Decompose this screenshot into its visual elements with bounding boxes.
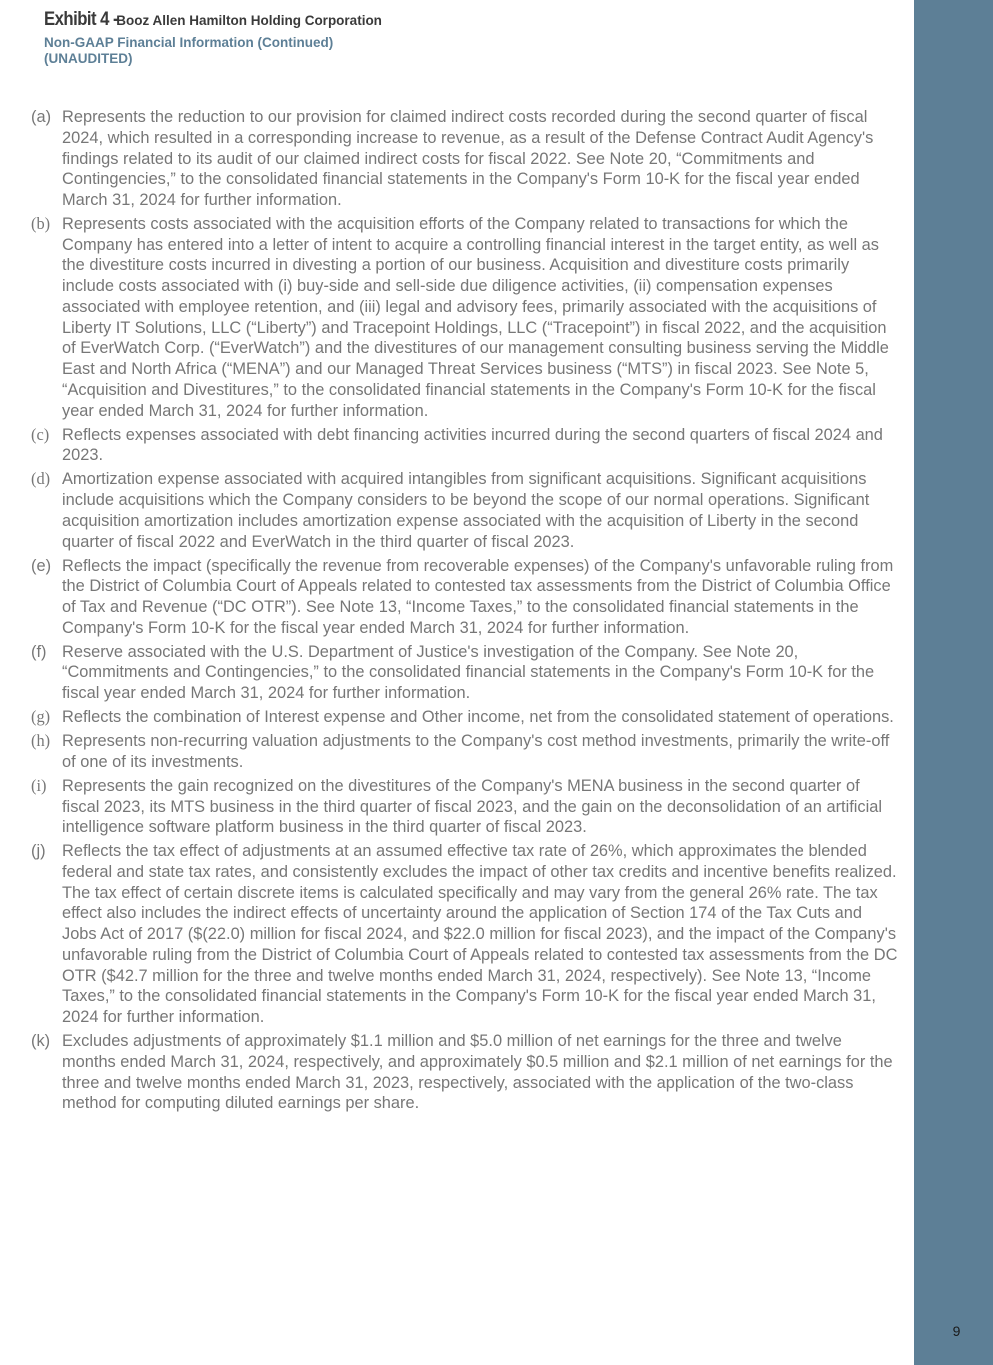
footnote-text: Reflects the tax effect of adjustments at an assumed effective tax rate of 26%, which approximates the blended federal and state tax rates, and consistently excludes the impact of other tax credits and incentive benefits realized. The tax effect of certain discrete items is calculated specifically and may vary from the general 26% rate. The tax effect also includes the indirect effects of uncertainty around the application of Section 174 of the Tax Cuts and Jobs Act of 2017 ($(22.0) million for fiscal 2024, and $22.0 million for fiscal 2023), and the impact of the Company's unfavorable ruling from the District of Columbia Court of Appeals related to contested tax assessments from the DC OTR ($42.7 million for the three and twelve months ended March 31, 2024, respectively). See Note 13, “Income Taxes,” to the consolidated financial statements in the Company's Form 10-K for the fiscal year ended March 31, 2024 for further information. <box>62 842 898 1027</box>
footnote-b <box>31 214 899 422</box>
footnote-marker: (b) <box>31 213 51 233</box>
footnote-c <box>31 425 899 467</box>
footnote-marker: (e) <box>31 556 52 575</box>
page-number: 9 <box>952 1323 961 1339</box>
footnote-text: Represents the reduction to our provision for claimed indirect costs recorded during the second quarter of fiscal 2024, which resulted in a corresponding increase to revenue, as a result of the Defense Contract Audit Agency's findings related to its audit of our claimed indirect costs for fiscal 2022. See Note 20, “Commitments and Contingencies,” to the consolidated financial statements in the Company's Form 10-K for the fiscal year ended March 31, 2024 for further information. <box>62 108 874 209</box>
footnote-marker: (f) <box>31 642 47 661</box>
page-header <box>44 6 904 67</box>
footnote-marker: (c) <box>31 424 50 444</box>
footnote-marker: (g) <box>31 707 51 727</box>
footnote-marker: (a) <box>31 108 52 126</box>
header-title-line <box>44 6 904 35</box>
footnote-marker: (d) <box>31 469 51 489</box>
footnote-a <box>31 107 899 211</box>
footnote-j <box>31 841 899 1028</box>
footnote-h <box>31 731 899 773</box>
footnote-text: Reflects the combination of Interest expense and Other income, net from the consolidated statement of operations. <box>62 708 894 727</box>
footnote-f <box>31 642 899 704</box>
footnote-g <box>31 707 899 728</box>
footnote-marker: (k) <box>31 1032 51 1051</box>
footnote-k <box>31 1031 899 1114</box>
footnote-text: Amortization expense associated with acquired intangibles from significant acquisitions. Significant acquisitions include acquisitions which the Company considers to be beyond the scope of our normal operations. Significant acquisition amortization includes amortization expense associated with the acquisition of Liberty in the second quarter of fiscal 2022 and EverWatch in the third quarter of fiscal 2023. <box>62 470 870 551</box>
footnote-text: Excludes adjustments of approximately $1.1 million and $5.0 million of net earnings for the three and twelve months ended March 31, 2024, respectively, and approximately $0.5 million and $2.1 million of net earnings for the three and twelve months ended March 31, 2023, respectively, associated with the application of the two-class method for computing diluted earnings per share. <box>62 1032 893 1113</box>
footnote-marker: (h) <box>31 731 51 751</box>
exhibit-label: Exhibit 4 - <box>44 9 119 30</box>
footnote-d <box>31 469 899 552</box>
footnote-text: Reserve associated with the U.S. Department of Justice's investigation of the Company. See Note 20, “Commitments and Contingencies,” to the consolidated financial statements in the Company's Form 10-K for the fiscal year ended March 31, 2024 for further information. <box>62 642 875 703</box>
footnote-marker: (j) <box>31 842 46 861</box>
audit-status: (UNAUDITED) <box>44 51 133 66</box>
decorative-sidebar <box>914 0 993 1365</box>
footnote-text: Represents costs associated with the acquisition efforts of the Company related to transactions for which the Company has entered into a letter of intent to acquire a controlling financial interest in the target entity, as well as the divestiture costs incurred in divesting a portion of our business. Acquisition and divestiture costs primarily include costs associated with (i) buy-side and sell-side due diligence activities, (ii) compensation expenses associated with employee retention, and (iii) legal and advisory fees, primarily associated with the acquisitions of Liberty IT Solutions, LLC (“Liberty”) and Tracepoint Holdings, LLC (“Tracepoint”) in fiscal 2022, and the acquisition of EverWatch Corp. (“EverWatch”) and the divestitures of our management consulting business serving the Middle East and North Africa (“MENA”) and our Managed Threat Services business (“MTS”) in fiscal 2023. See Note 5, “Acquisition and Divestitures,” to the consolidated financial statements in the Company's Form 10-K for the fiscal year ended March 31, 2024 for further information. <box>62 214 889 420</box>
footnote-e <box>31 556 899 639</box>
footnotes-list <box>31 107 899 1117</box>
company-name: Booz Allen Hamilton Holding Corporation <box>116 13 382 28</box>
footnote-marker: (i) <box>31 775 47 795</box>
report-subtitle: Non-GAAP Financial Information (Continued) <box>44 35 334 50</box>
footnote-text: Represents non-recurring valuation adjustments to the Company's cost method investments, primarily the write-off of one of its investments. <box>62 732 890 771</box>
footnote-i <box>31 776 899 838</box>
footnote-text: Represents the gain recognized on the divestitures of the Company's MENA business in the second quarter of fiscal 2023, its MTS business in the third quarter of fiscal 2023, and the gain on the deconsolidation of an artificial intelligence software platform business in the third quarter of fiscal 2023. <box>62 776 883 837</box>
footnote-text: Reflects the impact (specifically the revenue from recoverable expenses) of the Company's unfavorable ruling from the District of Columbia Court of Appeals related to contested tax assessments from the District of Columbia Office of Tax and Revenue (“DC OTR”). See Note 13, “Income Taxes,” to the consolidated financial statements in the Company's Form 10-K for the fiscal year ended March 31, 2024 for further information. <box>62 556 894 637</box>
footnote-text: Reflects expenses associated with debt financing activities incurred during the second quarters of fiscal 2024 and 2023. <box>62 425 883 465</box>
